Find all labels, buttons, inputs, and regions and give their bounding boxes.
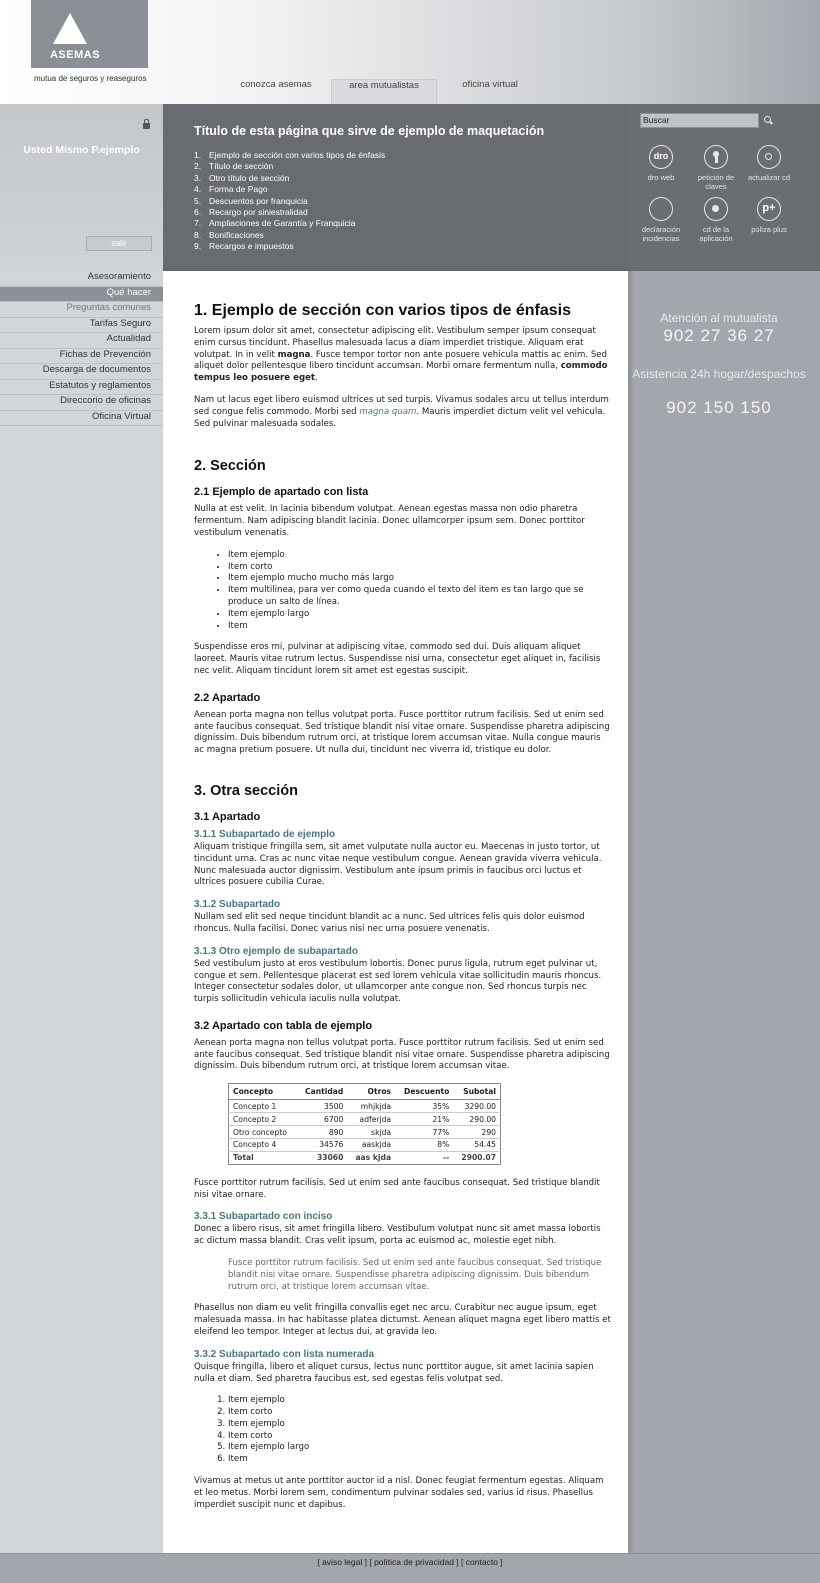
list-item: • Item ejemplo — [228, 550, 612, 562]
footer-link-privacidad[interactable]: [ política de privacidad ] — [369, 1557, 459, 1567]
sidebar-item-tarifas-seguro[interactable]: Tarifas Seguro — [0, 318, 163, 334]
footer-link-contacto[interactable]: [ contacto ] — [461, 1557, 503, 1567]
logo-text: ASEMAS — [49, 49, 101, 61]
subsection-title: 3.1 Apartado — [194, 810, 261, 823]
logout-button[interactable]: salir — [86, 236, 152, 251]
paragraph: Lorem ipsum dolor sit amet, consectetur adipiscing elit. Vestibulum semper ipsum consequat enim cursus tincidunt. Phasellus malesuada lacus a diam imperdiet tristique. Aliquam erat volutpat. In in velit magna. Fusce tempor tortor non ante posuere vehicula mattis ac enim. Sed aliquet dolor pellentesque libero tincidunt accumsan. Morbi ornare fermentum nulla, commodo tempus leo posuere eget. — [194, 326, 608, 384]
sidebar-item-fichas-prevencion[interactable]: Fichas de Prevención — [0, 349, 163, 365]
sidebar-item-que-hacer[interactable]: Qué hacer — [0, 287, 163, 303]
service-label: dro web — [647, 173, 675, 182]
section-title: 1. Ejemplo de sección con varios tipos de énfasis — [194, 302, 572, 319]
tab-oficina-virtual[interactable]: oficina virtual — [462, 79, 518, 90]
service-declaracion-incidencias[interactable] — [633, 197, 689, 243]
toc-item[interactable]: 6. Recargo por siniestralidad — [194, 206, 308, 217]
quote-inset: Fusce porttitor rutrum facilisis. Sed ut enim sed ante faucibus consequat. Sed tristique blandit nisi vitae ornare. Suspendisse pharetra adipiscing dignissim. Duis bibendum rutrum orci, at tristique lorem accumsan vitae. — [228, 1257, 602, 1292]
toc-item[interactable]: 4. Forma de Pago — [194, 184, 268, 195]
subsection-title: 3.2 Apartado con tabla de ejemplo — [194, 1019, 373, 1032]
paragraph: Fusce porttitor rutrum facilisis. Sed ut enim sed ante faucibus consequat. Sed tristique blandit nisi vitae ornare. — [194, 1177, 600, 1200]
cd-update-icon — [757, 145, 781, 169]
footer-links — [0, 1557, 820, 1567]
service-label: declaración incidencias — [641, 225, 681, 243]
paragraph: Aenean porta magna non tellus volutpat porta. Fusce porttitor rutrum facilisis. Sed ut enim sed ante faucibus consequat. Sed tristique blandit nisi vitae ornare. Suspendisse pharetra adipiscing dignissim. Duis bibendum rutrum orci, at tristique lorem accumsan vitae. — [194, 1037, 610, 1072]
dro-icon: dro — [649, 145, 673, 169]
incident-icon — [649, 197, 673, 221]
service-peticion-claves[interactable] — [688, 145, 744, 191]
paragraph: Vivamus at metus ut ante porttitor auctor id a nisl. Donec feugiat fermentum egestas. Aliquam et leo metus. Morbi lorem sem, condimentum pulvinar sodales sed, varius id risus. Phasellus imperdiet suscipit nunc et dapibus. — [194, 1476, 604, 1510]
toc-item[interactable]: 3. Otro título de sección — [194, 172, 290, 183]
service-actualizar-cd[interactable] — [741, 145, 797, 182]
table-row: Concepto 1 3500 mhjkjda 35% 3290.00 — [229, 1100, 501, 1113]
table-row: Otro concepto 890 skjda 77% 290 — [229, 1126, 501, 1139]
subsubsection-title: 3.3.1 Subapartado con inciso — [194, 1211, 333, 1223]
tagline: mutua de seguros y reaseguros — [34, 74, 147, 83]
subsection-title: 2.1 Ejemplo de apartado con lista — [194, 486, 369, 499]
bullet-list — [228, 550, 612, 633]
service-poliza-plus[interactable] — [741, 197, 797, 234]
paragraph: Suspendisse eros mi, pulvinar at adipiscing vitae, commodo sed dui. Duis aliquam aliquet laoreet. Mauris vitae rutrum lectus. Suspendisse nisi urna, consectetur eget aliquet in, facilisis nec velit. Aliquam tincidunt lorem sit amet est egestas suscipit. — [194, 642, 601, 676]
paragraph: Aenean porta magna non tellus volutpat porta. Fusce porttitor rutrum facilisis. Sed ut enim sed ante faucibus consequat. Sed tristique blandit nisi vitae ornare. Suspendisse pharetra adipiscing dignissim. Duis bibendum rutrum orci, at tristique lorem accumsan vitae. Nulla congue mauris ac magna pretium posuere. Ut nulla dui, tincidunt nec viverra id, tristique eu dolor. — [194, 709, 610, 756]
list-item: • Item — [228, 621, 612, 633]
list-item: 5. Item ejemplo largo — [228, 1442, 612, 1454]
sidebar-item-descarga-documentos[interactable]: Descarga de documentos — [0, 364, 163, 380]
contact-column — [628, 271, 820, 1553]
poliza-plus-icon: p+ — [757, 197, 781, 221]
service-label: cd de la aplicación — [699, 225, 733, 243]
sidebar-item-estatutos[interactable]: Estatutos y reglamentos — [0, 380, 163, 396]
table-row: Concepto 4 34576 aaskjda 8% 54.45 — [229, 1138, 501, 1151]
cd-app-icon — [704, 197, 728, 221]
paragraph: Nam ut lacus eget libero euismod ultrices ut sed turpis. Vivamus sodales arcu ut tellus interdum sed congue felis commodo. Morbi sed magna quam. Mauris imperdiet dictum velit vel vehicula. Sed pulvinar malesuada sodales. — [194, 394, 609, 429]
column-header: Subotal — [453, 1084, 500, 1100]
page-title: Título de esta página que sirve de ejemplo de maquetación — [194, 124, 545, 138]
paragraph: Quisque fringilla, libero et aliquet cursus, lectus nunc porttitor augue, sit amet lacinia sapien nulla et diam. Sed pharetra faucibus est, sed egestas felis volutpat sed. — [194, 1361, 594, 1384]
list-item: 3. Item ejemplo — [228, 1419, 612, 1431]
list-item: • Item corto — [228, 562, 612, 574]
asistencia-label: Asistencia 24h hogar/despachos — [632, 367, 806, 381]
tab-area-mutualistas[interactable]: area mutualistas — [331, 79, 437, 104]
subsection-title: 2.2 Apartado — [194, 691, 261, 704]
table-of-contents — [194, 150, 385, 253]
lock-icon — [143, 123, 150, 129]
sidebar-item-directorio-oficinas[interactable]: Direccorio de oficinas — [0, 395, 163, 411]
subsubsection-title: 3.1.1 Subapartado de ejemplo — [194, 828, 336, 840]
search-icon[interactable] — [764, 116, 771, 123]
toc-item[interactable]: 7. Ampliaciones de Garantía y Franquicia — [194, 218, 356, 229]
atencion-phone: 902 27 36 27 — [663, 326, 775, 345]
subsubsection-title: 3.3.2 Subapartado con lista numerada — [194, 1348, 375, 1360]
paragraph: Sed vestibulum justo at eros vestibulum lobortis. Donec purus ligula, rutrum eget pulvinar ut, congue et sem. Pellentesque placerat est sed lorem vehicula vitae sollicitudin mauris rhoncus. Integer consectetur sodales dolor, ut ullamcorper ante congue non. Sed rhoncus turpis nec turpis sollicitudin vehicula iaculis nulla volutpat. — [194, 958, 602, 1005]
paragraph: Donec a libero risus, sit amet fringilla libero. Vestibulum volutpat nunc sit amet massa lobortis ac dictum massa blandit. Cras velit ipsum, porta ac euismod ac, molestie eget nibh. — [194, 1224, 601, 1247]
sidebar-item-oficina-virtual[interactable]: Oficina Virtual — [0, 411, 163, 427]
section-title: 2. Sección — [194, 458, 266, 475]
atencion-label: Atención al mutualista — [660, 311, 778, 325]
toc-item[interactable]: 5. Descuentos por franquicia — [194, 195, 308, 206]
search-input[interactable]: Buscar — [640, 113, 759, 128]
paragraph: Nulla at est velit. In lacinia bibendum volutpat. Aenean egestas massa non odio pharetra fermentum. Nam adipiscing blandit lacinia. Donec ullamcorper ipsum sem. Donec porttitor vestibulum venenatis. — [194, 504, 585, 538]
column-header: Concepto — [229, 1084, 297, 1100]
column-header: Descuento — [395, 1084, 453, 1100]
toc-item[interactable]: 2. Título de sección — [194, 161, 274, 172]
sidebar-item-preguntas-comunes[interactable]: Preguntas comunes — [0, 302, 163, 318]
tab-conozca-asemas[interactable]: conozca asemas — [240, 79, 312, 90]
paragraph: Nullam sed elit sed neque tincidunt blandit ac a nunc. Sed ultrices felis quis dolor euismod rhoncus. Nulla facilisi. Donec varius nisi nec urna posuere venenatis. — [194, 912, 585, 934]
article — [194, 302, 612, 1521]
column-header: Cantidad — [297, 1084, 348, 1100]
numbered-list — [228, 1395, 612, 1466]
list-item: 6. Item — [228, 1454, 612, 1466]
service-label: petición de claves — [697, 173, 735, 191]
subsubsection-title: 3.1.2 Subapartado — [194, 899, 281, 911]
list-item: • Item ejemplo mucho mucho más largo — [228, 573, 612, 585]
logo-triangle-icon — [53, 13, 87, 44]
service-dro-web[interactable] — [633, 145, 689, 182]
table-row: Concepto 2 6700 adferjda 21% 290.00 — [229, 1113, 501, 1126]
service-cd-aplicacion[interactable] — [688, 197, 744, 243]
subsubsection-title: 3.1.3 Otro ejemplo de subapartado — [194, 945, 358, 957]
list-item: • Item ejemplo largo — [228, 609, 612, 621]
table-total-row: Total 33060 aas kjda -- 2900.07 — [229, 1151, 501, 1164]
footer-link-aviso-legal[interactable]: [ aviso legal ] — [317, 1557, 367, 1567]
toc-item[interactable]: 8. Bonificaciones — [194, 229, 264, 240]
paragraph: Phasellus non diam eu velit fringilla convallis eget nec arcu. Curabitur nec augue ipsum, eget malesuada massa. In hac habitasse platea dictumst. Aenean aliquet magna eget libero mattis et eleifend leo tempor. Integer at lectus dui, at gravida leo. — [194, 1303, 611, 1337]
sidebar-item-actualidad[interactable]: Actualidad — [0, 333, 163, 349]
keyhole-icon — [704, 145, 728, 169]
user-name: Usted Mismo P.ejemplo — [23, 144, 140, 156]
service-label: poliza plus — [751, 225, 787, 234]
list-item: • Item multilinea, para ver como queda cuando el texto del item es tan largo que se produce un salto de línea. — [228, 585, 612, 609]
list-item: 4. Item corto — [228, 1431, 612, 1443]
toc-item[interactable]: 9. Recargos e impuestos — [194, 241, 294, 252]
paragraph: Aliquam tristique fringilla sem, sit amet vulputate nulla auctor eu. Maecenas in justo tortor, ut tincidunt urna. Cras ac nunc vitae neque vestibulum congue. Aenean gravida viverra vehicula. Nunc malesuada auctor dignissim. Vestibulum ante ipsum primis in faucibus orci luctus et ultrices posuere cubilia Curae. — [194, 841, 602, 888]
section-title: 3. Otra sección — [194, 782, 298, 799]
list-item: 2. Item corto — [228, 1407, 612, 1419]
service-label: actualizar cd — [747, 173, 791, 182]
sidebar-nav — [0, 271, 163, 1553]
list-item: 1. Item ejemplo — [228, 1395, 612, 1407]
data-table — [228, 1083, 501, 1164]
toc-item[interactable]: 1. Ejemplo de sección con varios tipos de énfasis — [194, 150, 386, 160]
column-header: Otros — [347, 1084, 395, 1100]
asistencia-phone: 902 150 150 — [666, 398, 772, 417]
sidebar-item-asesoramiento[interactable]: Asesoramiento — [0, 271, 163, 287]
inline-link[interactable]: magna quam — [359, 406, 417, 417]
